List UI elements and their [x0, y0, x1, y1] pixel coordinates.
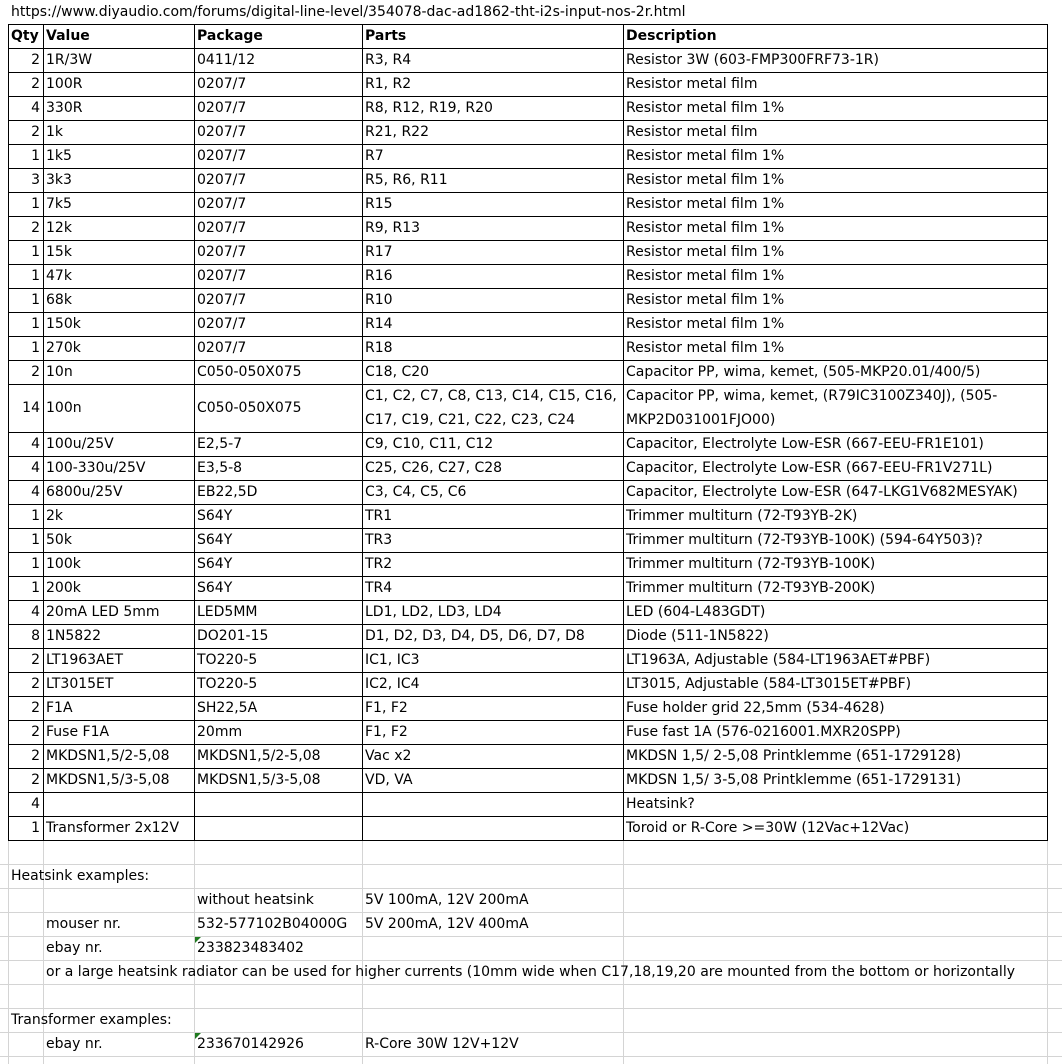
parts-cell[interactable]: [362, 792, 623, 816]
heatsink-spec[interactable]: 5V 100mA, 12V 200mA: [365, 892, 529, 908]
qty-cell[interactable]: 1: [31, 580, 40, 596]
package-cell[interactable]: TO220-5: [197, 676, 258, 692]
package-cell[interactable]: C050-050X075: [197, 364, 302, 380]
heatsink-item[interactable]: without heatsink: [197, 892, 314, 908]
transformer-spec[interactable]: R-Core 30W 12V+12V: [365, 1036, 519, 1052]
description-cell[interactable]: Resistor 3W (603-FMP300FRF73-1R): [626, 52, 879, 68]
value-cell[interactable]: Fuse F1A: [46, 724, 110, 740]
description-cell[interactable]: Resistor metal film 1%: [626, 340, 785, 356]
value-cell[interactable]: Transformer 2x12V: [46, 820, 180, 836]
value-cell[interactable]: LT1963AET: [46, 652, 124, 668]
parts-cell[interactable]: C9, C10, C11, C12: [365, 436, 494, 452]
package-cell[interactable]: 0207/7: [197, 244, 247, 260]
value-cell[interactable]: MKDSN1,5/2-5,08: [46, 748, 170, 764]
value-cell[interactable]: 1R/3W: [46, 52, 93, 68]
heatsink-title[interactable]: Heatsink examples:: [11, 868, 150, 884]
package-cell[interactable]: E3,5-8: [197, 460, 243, 476]
heatsink-item[interactable]: 532-577102B04000G: [197, 916, 348, 932]
parts-cell[interactable]: C18, C20: [365, 364, 430, 380]
parts-cell[interactable]: TR2: [365, 556, 393, 572]
value-cell[interactable]: 20mA LED 5mm: [46, 604, 160, 620]
description-cell[interactable]: Trimmer multiturn (72-T93YB-100K) (594-64Y503)?: [626, 532, 983, 548]
package-cell[interactable]: C050-050X075: [197, 400, 302, 416]
value-cell[interactable]: 330R: [46, 100, 83, 116]
value-cell[interactable]: 100k: [46, 556, 81, 572]
parts-cell[interactable]: TR4: [365, 580, 393, 596]
package-cell[interactable]: S64Y: [197, 508, 233, 524]
qty-cell[interactable]: 4: [31, 436, 40, 452]
number-as-text-indicator: [195, 1033, 201, 1039]
package-cell[interactable]: SH22,5A: [197, 700, 258, 716]
description-cell[interactable]: Capacitor PP, wima, kemet, (R79IC3100Z340J), (505-MKP2D031001FJO00): [626, 388, 998, 428]
description-cell[interactable]: Capacitor, Electrolyte Low-ESR (667-EEU-FR1V271L): [626, 460, 993, 476]
heatsink-note[interactable]: or a large heatsink radiator can be used for higher currents (10mm wide when C17,18,19,20 are mounted from the bottom or horizontally: [46, 964, 1015, 980]
description-cell[interactable]: Resistor metal film 1%: [626, 316, 785, 332]
qty-cell[interactable]: 2: [31, 724, 40, 740]
description-cell[interactable]: LT3015, Adjustable (584-LT3015ET#PBF): [626, 676, 912, 692]
description-cell[interactable]: Resistor metal film 1%: [626, 148, 785, 164]
package-cell[interactable]: 0207/7: [197, 100, 247, 116]
parts-cell[interactable]: R1, R2: [365, 76, 412, 92]
package-cell[interactable]: 0207/7: [197, 196, 247, 212]
qty-cell[interactable]: 8: [31, 628, 40, 644]
parts-cell[interactable]: TR1: [365, 508, 393, 524]
value-cell[interactable]: 1k5: [46, 148, 72, 164]
qty-cell[interactable]: 1: [31, 508, 40, 524]
parts-cell[interactable]: R7: [365, 148, 384, 164]
qty-cell[interactable]: 1: [31, 196, 40, 212]
value-cell[interactable]: 100-330u/25V: [46, 460, 146, 476]
header-qty[interactable]: Qty: [11, 28, 39, 44]
table-border: [1047, 24, 1048, 841]
package-cell[interactable]: [194, 816, 362, 840]
parts-cell[interactable]: R21, R22: [365, 124, 429, 140]
grid-vline: [362, 840, 363, 1064]
header-value[interactable]: Value: [46, 28, 90, 44]
qty-cell[interactable]: 2: [31, 772, 40, 788]
parts-cell[interactable]: IC1, IC3: [365, 652, 420, 668]
value-cell[interactable]: 150k: [46, 316, 81, 332]
transformer-label[interactable]: ebay nr.: [46, 1036, 103, 1052]
qty-cell[interactable]: 4: [31, 796, 40, 812]
parts-cell[interactable]: R15: [365, 196, 393, 212]
description-cell[interactable]: Resistor metal film 1%: [626, 244, 785, 260]
header-description[interactable]: Description: [626, 28, 717, 44]
description-cell[interactable]: LT1963A, Adjustable (584-LT1963AET#PBF): [626, 652, 931, 668]
description-cell[interactable]: Toroid or R-Core >=30W (12Vac+12Vac): [626, 820, 910, 836]
value-cell[interactable]: 50k: [46, 532, 72, 548]
value-cell[interactable]: 2k: [46, 508, 64, 524]
description-cell[interactable]: Capacitor, Electrolyte Low-ESR (647-LKG1V682MESYAK): [626, 484, 1018, 500]
qty-cell[interactable]: 2: [31, 364, 40, 380]
package-cell[interactable]: S64Y: [197, 556, 233, 572]
package-cell[interactable]: MKDSN1,5/3-5,08: [197, 772, 321, 788]
package-cell[interactable]: TO220-5: [197, 652, 258, 668]
value-cell[interactable]: 200k: [46, 580, 81, 596]
number-as-text-indicator: [195, 937, 201, 943]
value-cell[interactable]: 1k: [46, 124, 64, 140]
value-cell[interactable]: F1A: [46, 700, 73, 716]
package-cell[interactable]: 0207/7: [197, 172, 247, 188]
parts-cell[interactable]: F1, F2: [365, 724, 408, 740]
value-cell[interactable]: 15k: [46, 244, 72, 260]
qty-cell[interactable]: 1: [31, 268, 40, 284]
qty-cell[interactable]: 4: [31, 100, 40, 116]
parts-cell[interactable]: C3, C4, C5, C6: [365, 484, 467, 500]
package-cell[interactable]: 0207/7: [197, 148, 247, 164]
description-cell[interactable]: Resistor metal film 1%: [626, 268, 785, 284]
qty-cell[interactable]: 1: [31, 244, 40, 260]
description-cell[interactable]: MKDSN 1,5/ 3-5,08 Printklemme (651-1729131): [626, 772, 962, 788]
grid-hline: [0, 984, 1062, 985]
description-cell[interactable]: Resistor metal film 1%: [626, 100, 785, 116]
description-cell[interactable]: Resistor metal film: [626, 124, 758, 140]
description-cell[interactable]: Resistor metal film 1%: [626, 172, 785, 188]
heatsink-spec[interactable]: 5V 200mA, 12V 400mA: [365, 916, 529, 932]
package-cell[interactable]: EB22,5D: [197, 484, 258, 500]
qty-cell[interactable]: 1: [31, 340, 40, 356]
heatsink-item[interactable]: 233823483402: [197, 940, 304, 956]
parts-cell[interactable]: R16: [365, 268, 393, 284]
qty-cell[interactable]: 1: [31, 556, 40, 572]
parts-cell[interactable]: Vac x2: [365, 748, 412, 764]
value-cell[interactable]: 1N5822: [46, 628, 102, 644]
value-cell[interactable]: 10n: [46, 364, 73, 380]
parts-cell[interactable]: VD, VA: [365, 772, 413, 788]
package-cell[interactable]: 0207/7: [197, 76, 247, 92]
grid-vline: [1047, 840, 1048, 1064]
description-cell[interactable]: Heatsink?: [626, 796, 695, 812]
qty-cell[interactable]: 2: [31, 700, 40, 716]
grid-hline: [0, 1032, 1062, 1033]
parts-cell[interactable]: F1, F2: [365, 700, 408, 716]
description-cell[interactable]: Diode (511-1N5822): [626, 628, 769, 644]
parts-cell[interactable]: R9, R13: [365, 220, 421, 236]
description-cell[interactable]: Resistor metal film 1%: [626, 196, 785, 212]
description-cell[interactable]: Trimmer multiturn (72-T93YB-200K): [626, 580, 876, 596]
value-cell[interactable]: 100u/25V: [46, 436, 114, 452]
parts-cell[interactable]: R17: [365, 244, 393, 260]
description-cell[interactable]: LED (604-L483GDT): [626, 604, 766, 620]
package-cell[interactable]: 0207/7: [197, 220, 247, 236]
value-cell[interactable]: 68k: [46, 292, 72, 308]
description-cell[interactable]: Capacitor PP, wima, kemet, (505-MKP20.01/400/5): [626, 364, 981, 380]
qty-cell[interactable]: 1: [31, 148, 40, 164]
description-cell[interactable]: Resistor metal film: [626, 76, 758, 92]
value-cell[interactable]: 6800u/25V: [46, 484, 123, 500]
qty-cell[interactable]: 1: [31, 316, 40, 332]
parts-cell[interactable]: D1, D2, D3, D4, D5, D6, D7, D8: [365, 628, 585, 644]
parts-cell[interactable]: R18: [365, 340, 393, 356]
description-cell[interactable]: Capacitor, Electrolyte Low-ESR (667-EEU-FR1E101): [626, 436, 984, 452]
qty-cell[interactable]: 2: [31, 748, 40, 764]
package-cell[interactable]: LED5MM: [197, 604, 258, 620]
value-cell[interactable]: MKDSN1,5/3-5,08: [46, 772, 170, 788]
package-cell[interactable]: S64Y: [197, 580, 233, 596]
grid-vline: [623, 840, 624, 1064]
transformer-title[interactable]: Transformer examples:: [11, 1012, 172, 1028]
parts-cell[interactable]: C1, C2, C7, C8, C13, C14, C15, C16, C17, C19, C21, C22, C23, C24: [365, 388, 617, 428]
qty-cell[interactable]: 4: [31, 460, 40, 476]
grid-hline: [0, 936, 1062, 937]
package-cell[interactable]: [194, 792, 362, 816]
qty-cell[interactable]: 2: [31, 124, 40, 140]
description-cell[interactable]: Fuse holder grid 22,5mm (534-4628): [626, 700, 885, 716]
description-cell[interactable]: MKDSN 1,5/ 2-5,08 Printklemme (651-1729128): [626, 748, 962, 764]
description-cell[interactable]: Resistor metal film 1%: [626, 292, 785, 308]
parts-cell[interactable]: IC2, IC4: [365, 676, 420, 692]
value-cell[interactable]: 100R: [46, 76, 83, 92]
value-cell[interactable]: 270k: [46, 340, 81, 356]
parts-cell[interactable]: R10: [365, 292, 393, 308]
qty-cell[interactable]: 2: [31, 76, 40, 92]
heatsink-label[interactable]: ebay nr.: [46, 940, 103, 956]
package-cell[interactable]: E2,5-7: [197, 436, 243, 452]
table-border: [8, 840, 1047, 841]
parts-cell[interactable]: R5, R6, R11: [365, 172, 448, 188]
qty-cell[interactable]: 3: [31, 172, 40, 188]
value-cell[interactable]: [43, 792, 194, 816]
qty-cell[interactable]: 1: [31, 532, 40, 548]
package-cell[interactable]: 0207/7: [197, 268, 247, 284]
qty-cell[interactable]: 4: [31, 484, 40, 500]
package-cell[interactable]: 0411/12: [197, 52, 256, 68]
package-cell[interactable]: 0207/7: [197, 292, 247, 308]
qty-cell[interactable]: 2: [31, 52, 40, 68]
package-cell[interactable]: 0207/7: [197, 340, 247, 356]
parts-cell[interactable]: R3, R4: [365, 52, 412, 68]
qty-cell[interactable]: 4: [31, 604, 40, 620]
value-cell[interactable]: 100n: [46, 400, 82, 416]
transformer-item[interactable]: 233670142926: [197, 1036, 304, 1052]
value-cell[interactable]: 47k: [46, 268, 72, 284]
value-cell[interactable]: LT3015ET: [46, 676, 114, 692]
parts-cell[interactable]: R14: [365, 316, 393, 332]
header-parts[interactable]: Parts: [365, 28, 407, 44]
heatsink-label[interactable]: mouser nr.: [46, 916, 121, 932]
qty-cell[interactable]: 2: [31, 220, 40, 236]
value-cell[interactable]: 12k: [46, 220, 72, 236]
qty-cell[interactable]: 1: [31, 292, 40, 308]
qty-cell[interactable]: 2: [31, 652, 40, 668]
package-cell[interactable]: MKDSN1,5/2-5,08: [197, 748, 321, 764]
package-cell[interactable]: 0207/7: [197, 316, 247, 332]
package-cell[interactable]: 0207/7: [197, 124, 247, 140]
source-url[interactable]: https://www.diyaudio.com/forums/digital-line-level/354078-dac-ad1862-tht-i2s-input-nos-2r.html: [11, 4, 686, 20]
package-cell[interactable]: S64Y: [197, 532, 233, 548]
description-cell[interactable]: Fuse fast 1A (576-0216001.MXR20SPP): [626, 724, 901, 740]
parts-cell[interactable]: R8, R12, R19, R20: [365, 100, 493, 116]
grid-hline: [0, 864, 1062, 865]
description-cell[interactable]: Trimmer multiturn (72-T93YB-100K): [626, 556, 876, 572]
qty-cell[interactable]: 2: [31, 676, 40, 692]
parts-cell[interactable]: [362, 816, 623, 840]
qty-cell[interactable]: 14: [22, 400, 40, 416]
parts-cell[interactable]: TR3: [365, 532, 393, 548]
grid-hline: [0, 1056, 1062, 1057]
description-cell[interactable]: Trimmer multiturn (72-T93YB-2K): [626, 508, 858, 524]
package-cell[interactable]: 20mm: [197, 724, 243, 740]
package-cell[interactable]: DO201-15: [197, 628, 269, 644]
qty-cell[interactable]: 1: [31, 820, 40, 836]
header-package[interactable]: Package: [197, 28, 263, 44]
parts-cell[interactable]: LD1, LD2, LD3, LD4: [365, 604, 502, 620]
description-cell[interactable]: Resistor metal film 1%: [626, 220, 785, 236]
value-cell[interactable]: 7k5: [46, 196, 72, 212]
value-cell[interactable]: 3k3: [46, 172, 72, 188]
parts-cell[interactable]: C25, C26, C27, C28: [365, 460, 503, 476]
